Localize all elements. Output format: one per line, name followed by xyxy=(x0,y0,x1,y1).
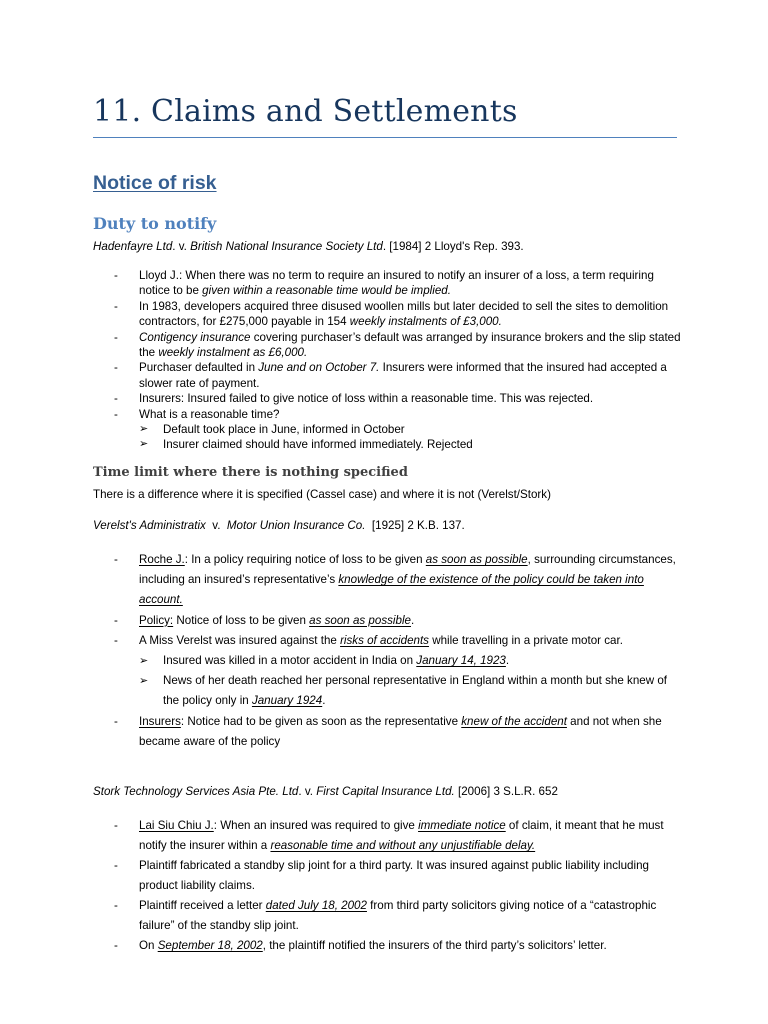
item-emphasis: risks of accidents xyxy=(340,633,429,647)
item-text: Insurers: Insured failed to give notice of loss within a reasonable time. This was rejected. xyxy=(139,392,594,406)
item-text: In 1983, developers acquired three disused woollen mills but later decided to sell the sites to demolition contractors, for £275,000 payable in 154 xyxy=(139,299,669,329)
dash-bullet: - xyxy=(114,407,118,421)
dash-bullet: - xyxy=(114,299,118,313)
dash-bullet: - xyxy=(114,613,118,627)
case-versus: v. xyxy=(212,519,221,532)
item-text: Insurer claimed should have informed immediately. Rejected xyxy=(163,438,473,452)
list-item xyxy=(93,330,683,361)
item-text: , the plaintiff notified the insurers of the third party’s solicitors’ letter. xyxy=(262,939,607,952)
item-emphasis: reasonable time and without any unjustifiable delay. xyxy=(270,839,536,852)
item-text: : In a policy requiring notice of loss to be given xyxy=(184,553,426,566)
list-item xyxy=(93,407,683,422)
sub-list-item xyxy=(93,671,683,711)
item-emphasis: June and on October 7. xyxy=(258,361,380,375)
subsection-heading-duty-to-notify: Duty to notify xyxy=(93,214,217,233)
bullet-list-verelst xyxy=(93,550,683,752)
item-text: : When an insured was required to give xyxy=(213,819,419,832)
case-defendant: Motor Union Insurance Co. xyxy=(226,519,366,532)
case-claimant: Hadenfayre Ltd xyxy=(93,240,173,253)
section-heading-notice-of-risk: Notice of risk xyxy=(93,172,217,194)
page-title: 11. Claims and Settlements xyxy=(93,94,518,129)
item-emphasis: September 18, 2002 xyxy=(157,939,263,952)
item-text: of claim, it meant that he must notify the insurer within a xyxy=(139,819,664,852)
case-reference: [2006] 3 S.L.R. 652 xyxy=(458,785,558,798)
list-item xyxy=(93,360,683,391)
item-text: from third party solicitors giving notice of a “catastrophic failure” of the standby slip joint. xyxy=(139,899,657,932)
heading-time-limit: Time limit where there is nothing specified xyxy=(93,465,408,480)
item-emphasis: Contigency insurance xyxy=(139,330,251,344)
sub-list-item xyxy=(93,651,683,671)
dash-bullet: - xyxy=(114,899,118,912)
case-reference: [1925] 2 K.B. 137. xyxy=(371,519,465,532)
item-emphasis: as soon as possible xyxy=(309,613,411,627)
item-text: Insured was killed in a motor accident in India on xyxy=(163,654,417,668)
sub-list-item xyxy=(93,422,683,437)
case-versus: v. xyxy=(304,785,313,798)
item-text: , surrounding circumstances, including an insured’s representative’s xyxy=(139,553,676,587)
item-emphasis: as soon as possible xyxy=(425,553,528,566)
dash-bullet: - xyxy=(114,361,118,375)
dash-bullet: - xyxy=(114,859,118,872)
case-reference: [1984] 2 Lloyd's Rep. 393. xyxy=(389,240,524,253)
item-emphasis: knowledge of the existence of the policy could be taken into account. xyxy=(139,573,644,607)
item-emphasis: given within a reasonable time would be implied. xyxy=(202,284,451,298)
item-emphasis: weekly instalments of £3,000. xyxy=(349,315,502,329)
item-emphasis: dated July 18, 2002 xyxy=(265,899,367,912)
item-text: A Miss Verelst was insured against the xyxy=(139,633,341,647)
list-item xyxy=(93,936,683,956)
item-text: What is a reasonable time? xyxy=(139,407,280,421)
dash-bullet: - xyxy=(114,819,118,832)
item-text: News of her death reached her personal representative in England within a month but she knew of the policy only in xyxy=(163,674,667,708)
item-emphasis: immediate notice xyxy=(418,819,506,832)
time-limit-text: There is a difference where it is specified (Cassel case) and where it is not (Verelst/Stork) xyxy=(93,488,551,501)
dash-bullet: - xyxy=(114,553,118,566)
arrow-bullet-icon: ➢ xyxy=(139,675,149,688)
list-item xyxy=(93,268,683,299)
item-text: . xyxy=(410,613,415,627)
list-item xyxy=(93,896,683,936)
list-item xyxy=(93,550,683,611)
list-item xyxy=(93,299,683,330)
item-emphasis: January 1924 xyxy=(251,694,323,708)
judge-name: Lai Siu Chiu J. xyxy=(139,819,214,832)
item-text: while travelling in a private motor car. xyxy=(428,633,623,647)
item-text: Lloyd J.: When there was no term to require an insured to notify an insurer of a loss, a term requiring notice to be xyxy=(139,269,654,298)
arrow-bullet-icon: ➢ xyxy=(139,655,149,668)
item-text: . xyxy=(505,654,510,668)
list-item xyxy=(93,856,683,896)
case-claimant: Verelst's Administratix xyxy=(93,519,206,532)
arrow-bullet-icon: ➢ xyxy=(139,438,149,451)
list-item xyxy=(93,816,683,856)
bullet-list-hadenfayre xyxy=(93,268,683,453)
list-item xyxy=(93,631,683,651)
case-citation-hadenfayre: Hadenfayre Ltd. v. British National Insurance Society Ltd. [1984] 2 Lloyd's Rep. 393. xyxy=(93,240,524,253)
case-citation-stork: Stork Technology Services Asia Pte. Ltd. v. First Capital Insurance Ltd. [2006] 3 S.L.R. 652 xyxy=(93,785,558,798)
item-text: Notice of loss to be given xyxy=(173,613,310,627)
list-item xyxy=(93,712,683,752)
case-defendant: First Capital Insurance Ltd. xyxy=(316,785,455,798)
case-versus: v. xyxy=(178,240,187,253)
dash-bullet: - xyxy=(114,714,118,728)
item-text: and not when she became aware of the policy xyxy=(139,714,662,748)
bullet-list-stork xyxy=(93,816,683,956)
item-text: Insurers were informed that the insured had accepted a slower rate of payment. xyxy=(139,361,667,390)
item-text: covering purchaser’s default was arranged by insurance brokers and the slip stated the xyxy=(139,330,681,360)
dash-bullet: - xyxy=(114,633,118,647)
item-text: : Notice had to be given as soon as the representative xyxy=(180,714,462,728)
item-label: Policy: xyxy=(139,613,174,627)
dash-bullet: - xyxy=(114,330,118,344)
item-label: Insurers xyxy=(139,714,181,728)
item-text: Plaintiff received a letter xyxy=(139,899,266,912)
judge-name: Roche J. xyxy=(139,553,185,566)
case-claimant: Stork Technology Services Asia Pte. Ltd xyxy=(93,785,299,798)
item-text: On xyxy=(139,939,158,952)
case-defendant: British National Insurance Society Ltd xyxy=(190,240,383,253)
title-rule xyxy=(93,137,677,138)
dash-bullet: - xyxy=(114,939,118,952)
dash-bullet: - xyxy=(114,392,118,406)
item-emphasis: knew of the accident xyxy=(461,714,567,728)
item-text: Purchaser defaulted in xyxy=(139,361,259,375)
arrow-bullet-icon: ➢ xyxy=(139,423,149,436)
item-text: Default took place in June, informed in October xyxy=(163,423,405,437)
item-emphasis: January 14, 1923 xyxy=(416,654,506,668)
case-citation-verelst xyxy=(93,519,465,532)
dash-bullet: - xyxy=(114,269,118,282)
item-text: Plaintiff fabricated a standby slip joint for a third party. It was insured against public liability including product liability claims. xyxy=(139,859,649,892)
sub-list-item xyxy=(93,437,683,452)
item-text: . xyxy=(322,694,326,708)
list-item xyxy=(93,391,683,406)
list-item xyxy=(93,611,683,631)
item-emphasis: weekly instalment as £6,000. xyxy=(158,346,308,360)
